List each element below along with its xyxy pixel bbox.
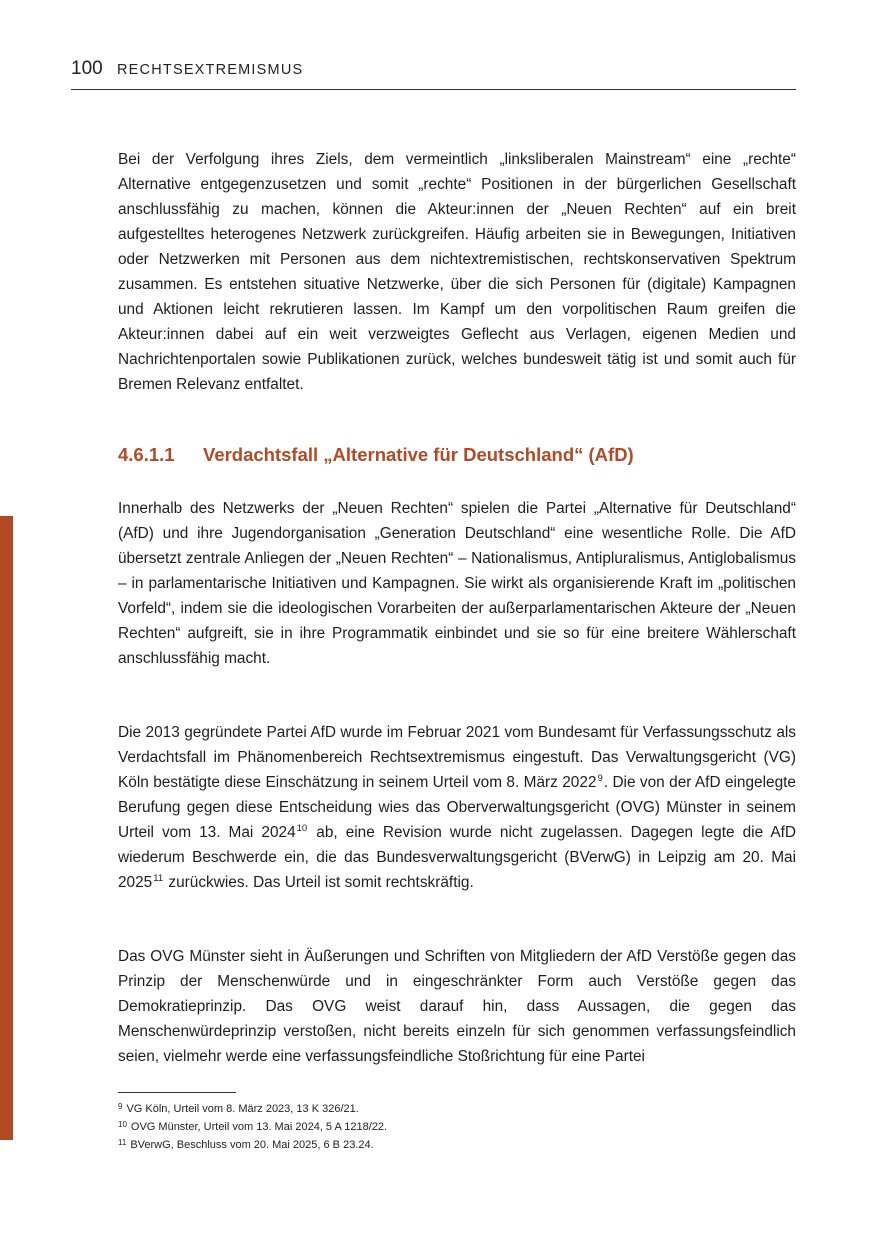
footnote-divider bbox=[118, 1092, 236, 1093]
footnote-text: VG Köln, Urteil vom 8. März 2023, 13 K 326/21. bbox=[126, 1103, 359, 1115]
footnotes bbox=[118, 1099, 796, 1153]
paragraph-text: ab, eine Revision wurde nicht zugelassen. Dagegen legte die AfD wiederum Beschwerde ein, die das Bundesverwaltungsgericht (BVerwG) in Leipzig am 20. Mai 2025 bbox=[118, 824, 796, 891]
paragraph-text: zurückwies. Das Urteil ist somit rechtskräftig. bbox=[164, 874, 474, 891]
section-heading bbox=[118, 444, 796, 466]
footnote-mark: 9 bbox=[118, 1102, 123, 1111]
footnote bbox=[118, 1117, 796, 1135]
paragraph-intro: Bei der Verfolgung ihres Ziels, dem vermeintlich „linksliberalen Mainstream“ eine „rechte“ Alternative entgegenzusetzen und somit „rechte“ Positionen in der bürgerlichen Gesellschaft anschlussfähig zu machen, können die Akteur:innen der „Neuen Rechten“ auf ein breit aufgestelltes heterogenes Netzwerk zurückgreifen. Häufig arbeiten sie in Bewegungen, Initiativen oder Netzwerken mit Personen aus dem nichtextremistischen, rechtskonservativen Spektrum zusammen. Es entstehen situative Netzwerke, über die sich Personen für (digitale) Kampagnen und Aktionen leicht rekrutieren lassen. Im Kampf um den vorpolitischen Raum greifen die Akteur:innen dabei auf ein weit verzweigtes Geflecht aus Verlagen, eigenen Medien und Nachrichtenportalen sowie Publikationen zurück, welches bundesweit tätig ist und somit auch für Bremen Relevanz entfaltet. bbox=[118, 151, 796, 393]
footnote-reference[interactable]: 11 bbox=[153, 873, 164, 884]
section-number: 4.6.1.1 bbox=[118, 444, 175, 465]
footnote-mark: 11 bbox=[118, 1138, 127, 1147]
footnote-mark: 10 bbox=[118, 1120, 127, 1129]
paragraph-ovg-findings: Das OVG Münster sieht in Äußerungen und Schriften von Mitgliedern der AfD Verstöße gegen das Prinzip der Menschenwürde und in eingeschränkter Form auch Verstöße gegen das Demokratieprinzip. Das OVG weist darauf hin, dass Aussagen, die gegen das Menschenwürdeprinzip verstoßen, nicht bereits einzeln für sich genommen verfassungsfeindlich seien, vielmehr werde eine verfassungsfeindliche Stoßrichtung für eine Partei bbox=[118, 948, 796, 1065]
section-title: Verdachtsfall „Alternative für Deutschland“ (AfD) bbox=[203, 444, 634, 465]
paragraph-afd-classification bbox=[118, 720, 796, 895]
paragraph-text: Die 2013 gegründete Partei AfD wurde im Februar 2021 vom Bundesamt für Verfassungsschutz als Verdachtsfall im Phänomenbereich Rechtsextremismus eingestuft. Das Verwaltungsgericht (VG) Köln bestätigte diese Einschätzung in seinem Urteil vom 8. März 2022 bbox=[118, 724, 796, 791]
footnote-reference[interactable]: 10 bbox=[296, 823, 308, 834]
footnote-text: BVerwG, Beschluss vom 20. Mai 2025, 6 B 23.24. bbox=[130, 1139, 374, 1151]
chapter-side-bar bbox=[0, 516, 13, 1140]
footnote-text: OVG Münster, Urteil vom 13. Mai 2024, 5 A 1218/22. bbox=[130, 1121, 388, 1133]
running-title: RECHTSEXTREMISMUS bbox=[117, 62, 304, 78]
paragraph-text: . Die von der AfD eingelegte Berufung gegen diese Entscheidung wies das Oberverwaltungsgericht (OVG) Münster in seinem Urteil vom 13. Mai 2024 bbox=[118, 774, 796, 841]
footnote bbox=[118, 1135, 796, 1153]
footnote bbox=[118, 1099, 796, 1117]
footnote-reference[interactable]: 9 bbox=[597, 773, 603, 784]
page-number: 100 bbox=[71, 58, 103, 79]
paragraph-afd-role: Innerhalb des Netzwerks der „Neuen Rechten“ spielen die Partei „Alternative für Deutschland“ (AfD) und ihre Jugendorganisation „Generation Deutschland“ eine wesentliche Rolle. Die AfD übersetzt zentrale Anliegen der „Neuen Rechten“ – Nationalismus, Antipluralismus, Antiglobalismus – in parlamentarische Initiativen und Kampagnen. Sie wirkt als organisierende Kraft im „politischen Vorfeld“, indem sie die ideologischen Vorarbeiten der außerparlamentarischen Akteure der „Neuen Rechten“ aufgreift, sie in ihre Programmatik einbindet und sie so für eine breitere Wählerschaft anschlussfähig macht. bbox=[118, 500, 796, 667]
page-header bbox=[71, 58, 796, 90]
